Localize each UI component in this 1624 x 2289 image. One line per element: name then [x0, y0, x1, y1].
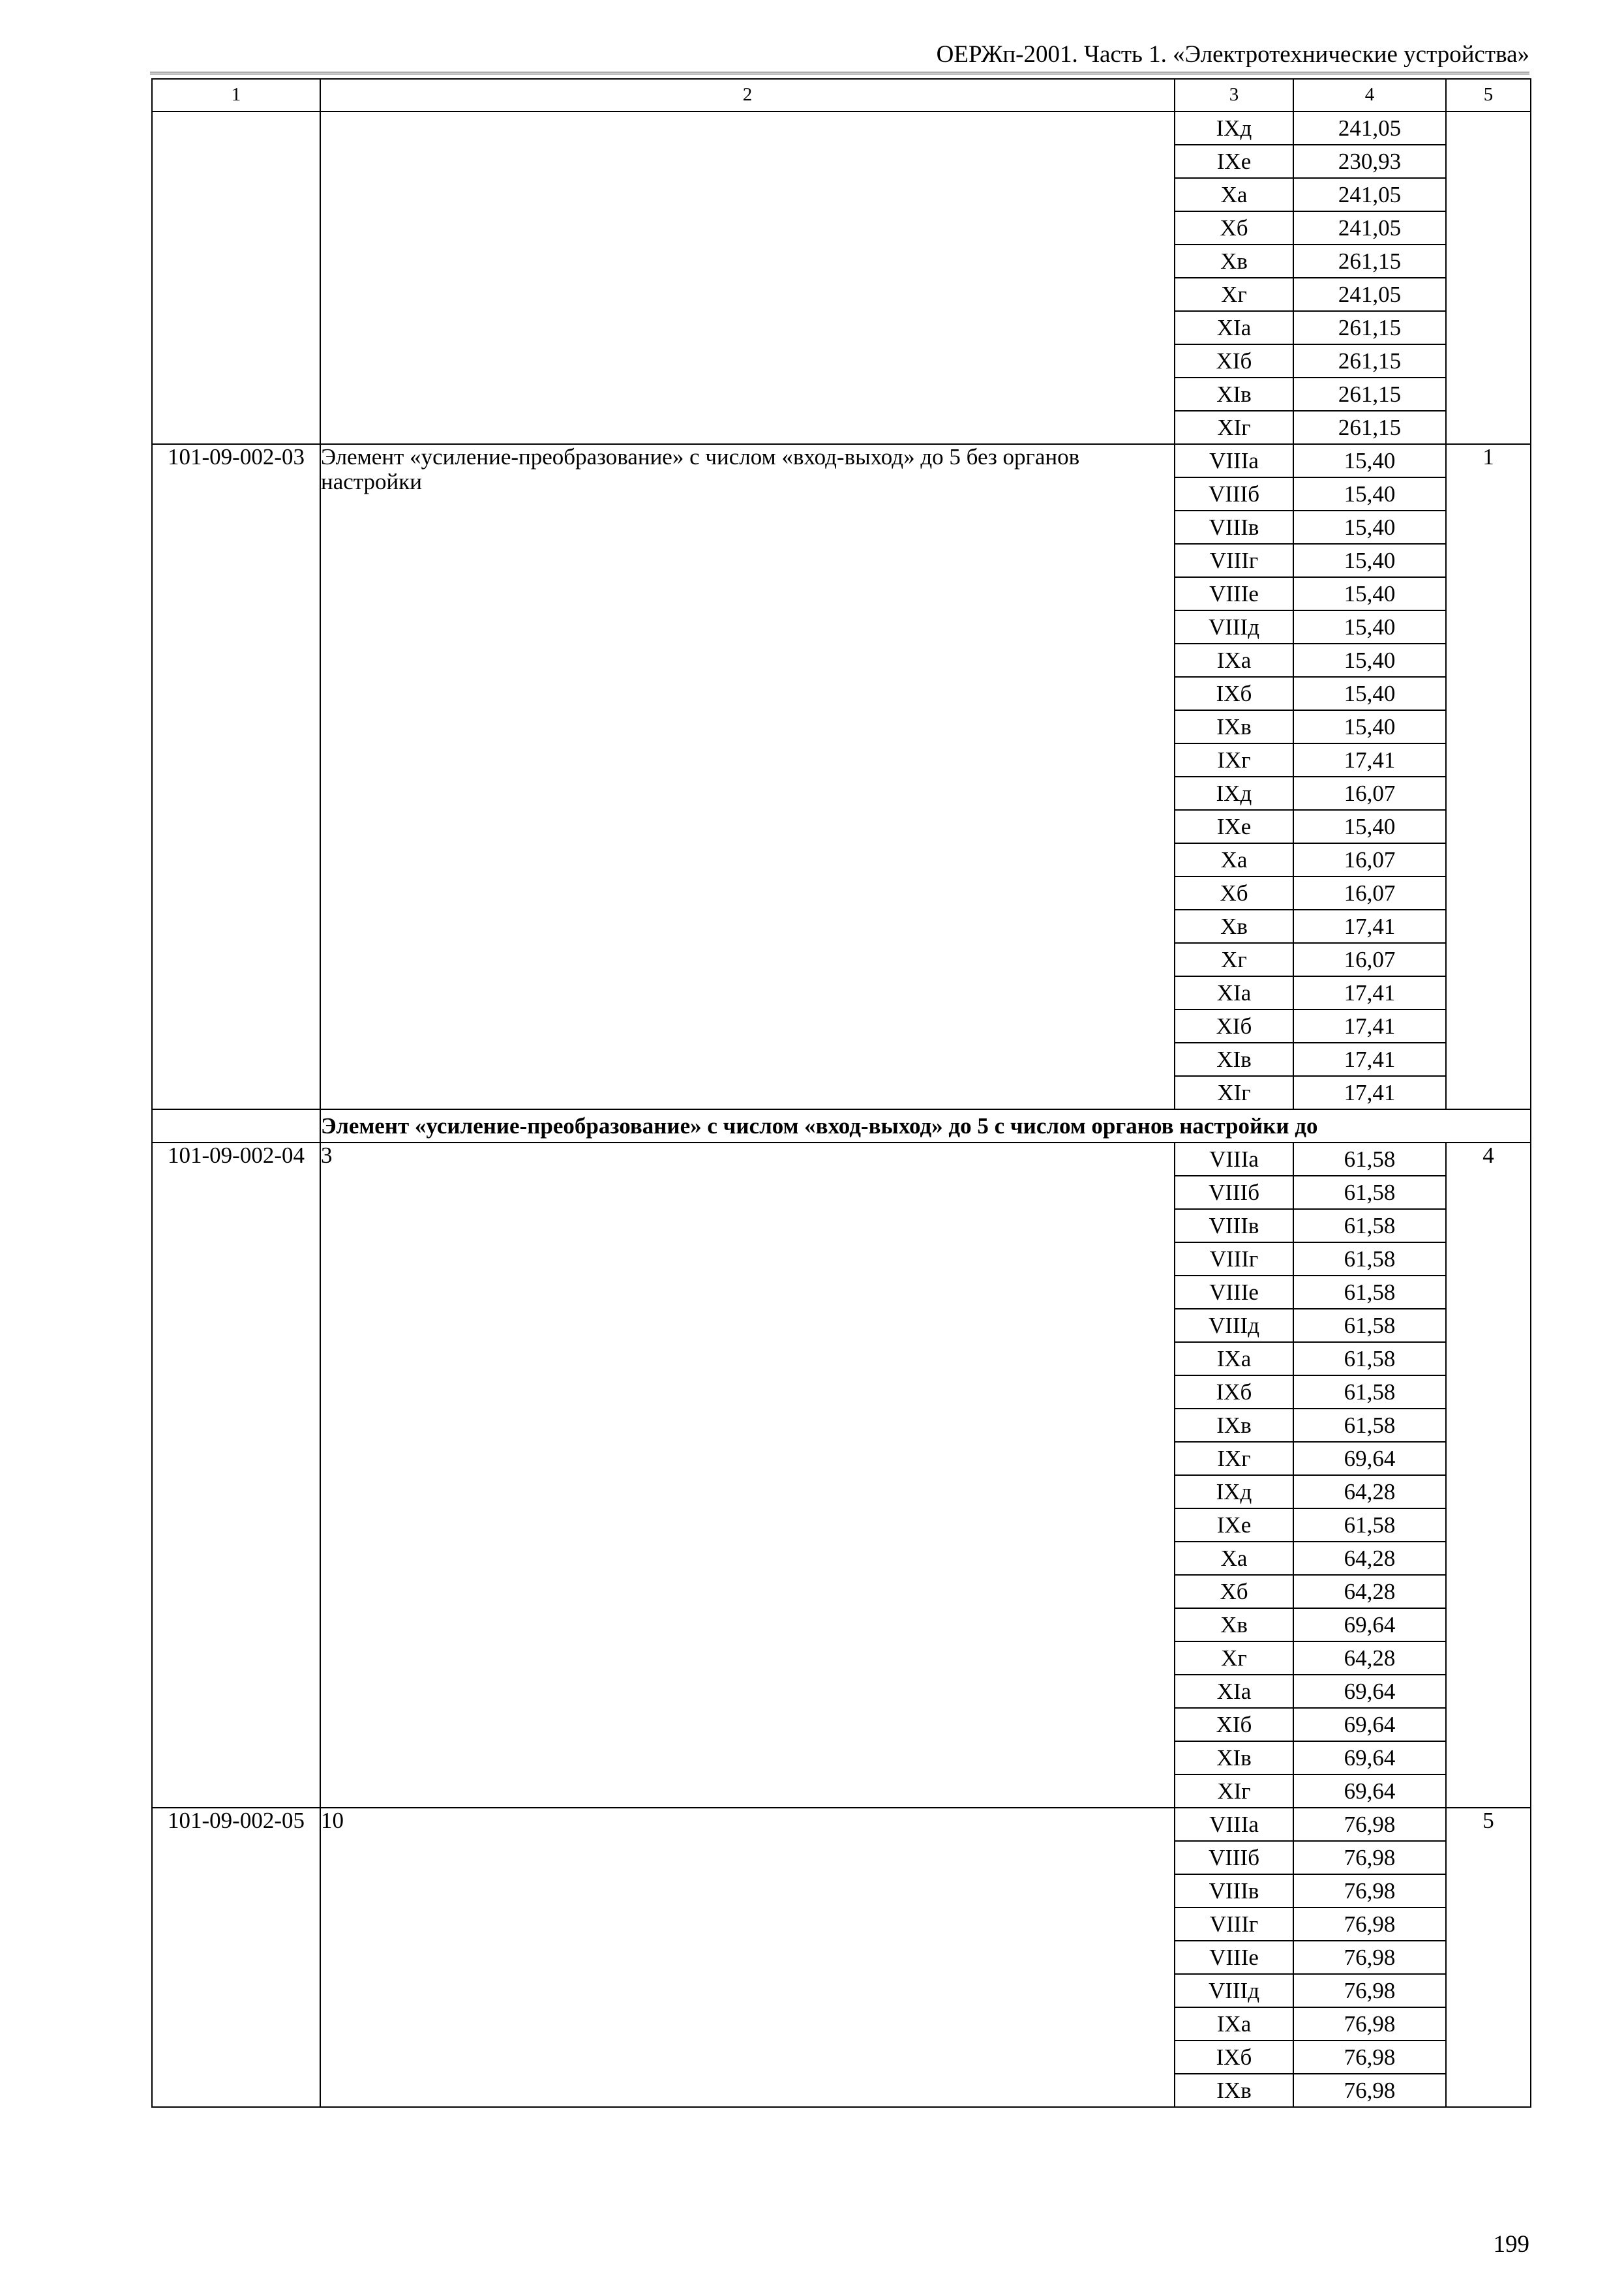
item-description: 3	[320, 1143, 1175, 1808]
price-cell: 76,98	[1293, 1908, 1446, 1941]
zone-cell: IXг	[1175, 743, 1293, 777]
zone-cell: IXд	[1175, 112, 1293, 145]
price-cell: 15,40	[1293, 644, 1446, 677]
price-cell: 16,07	[1293, 777, 1446, 810]
table-row	[152, 444, 1531, 477]
price-cell: 61,58	[1293, 1375, 1446, 1409]
zone-cell: XIв	[1175, 1741, 1293, 1774]
price-cell: 64,28	[1293, 1641, 1446, 1675]
item-description: 10	[320, 1808, 1175, 2107]
zone-cell: VIIIе	[1175, 1941, 1293, 1974]
price-cell: 69,64	[1293, 1442, 1446, 1475]
column5-value: 1	[1446, 444, 1531, 1109]
section-code-cell	[152, 1109, 320, 1143]
price-cell: 15,40	[1293, 444, 1446, 477]
price-cell: 16,07	[1293, 876, 1446, 910]
price-cell: 15,40	[1293, 544, 1446, 577]
zone-cell: IXа	[1175, 2007, 1293, 2041]
section-header-row	[152, 1109, 1531, 1143]
column-header: 1	[152, 79, 320, 112]
zone-cell: XIб	[1175, 344, 1293, 378]
price-cell: 16,07	[1293, 843, 1446, 876]
zone-cell: IXб	[1175, 677, 1293, 710]
zone-cell: VIIIг	[1175, 544, 1293, 577]
price-cell: 76,98	[1293, 2007, 1446, 2041]
zone-cell: IXе	[1175, 1508, 1293, 1542]
document-title: ОЕРЖп-2001. Часть 1. «Электротехнические устройства»	[936, 41, 1529, 68]
zone-cell: Xг	[1175, 1641, 1293, 1675]
price-cell: 17,41	[1293, 743, 1446, 777]
zone-cell: VIIIе	[1175, 1276, 1293, 1309]
price-cell: 15,40	[1293, 710, 1446, 743]
column-header: 3	[1175, 79, 1293, 112]
item-code	[152, 112, 320, 444]
price-cell: 76,98	[1293, 2074, 1446, 2107]
zone-cell: Xа	[1175, 843, 1293, 876]
price-cell: 76,98	[1293, 1841, 1446, 1874]
price-cell: 61,58	[1293, 1242, 1446, 1276]
zone-cell: VIIIв	[1175, 1209, 1293, 1242]
price-cell: 69,64	[1293, 1675, 1446, 1708]
price-cell: 15,40	[1293, 477, 1446, 511]
zone-cell: IXа	[1175, 1342, 1293, 1375]
table-row	[152, 1143, 1531, 1176]
item-code: 101-09-002-03	[152, 444, 320, 1109]
price-cell: 241,05	[1293, 278, 1446, 311]
price-cell: 261,15	[1293, 344, 1446, 378]
price-cell: 241,05	[1293, 211, 1446, 245]
price-cell: 230,93	[1293, 145, 1446, 178]
column-header: 5	[1446, 79, 1531, 112]
zone-cell: XIг	[1175, 1774, 1293, 1808]
price-cell: 61,58	[1293, 1508, 1446, 1542]
price-cell: 261,15	[1293, 411, 1446, 444]
zone-cell: VIIIг	[1175, 1242, 1293, 1276]
zone-cell: Xв	[1175, 245, 1293, 278]
table-row	[152, 1808, 1531, 1841]
price-cell: 76,98	[1293, 1808, 1446, 1841]
zone-cell: Xа	[1175, 1542, 1293, 1575]
zone-cell: IXе	[1175, 810, 1293, 843]
price-cell: 15,40	[1293, 610, 1446, 644]
price-cell: 17,41	[1293, 1010, 1446, 1043]
price-table	[151, 78, 1531, 2108]
price-cell: 61,58	[1293, 1309, 1446, 1342]
table-body	[152, 112, 1531, 2107]
zone-cell: IXа	[1175, 644, 1293, 677]
price-cell: 17,41	[1293, 1043, 1446, 1076]
zone-cell: Xа	[1175, 178, 1293, 211]
table-row	[152, 112, 1531, 145]
zone-cell: XIв	[1175, 378, 1293, 411]
page-header	[150, 34, 1529, 74]
zone-cell: Xв	[1175, 1608, 1293, 1641]
price-cell: 15,40	[1293, 810, 1446, 843]
price-cell: 64,28	[1293, 1542, 1446, 1575]
zone-cell: VIIIа	[1175, 1143, 1293, 1176]
zone-cell: VIIIб	[1175, 1176, 1293, 1209]
zone-cell: IXб	[1175, 2041, 1293, 2074]
price-cell: 61,58	[1293, 1409, 1446, 1442]
zone-cell: XIа	[1175, 311, 1293, 344]
zone-cell: Xг	[1175, 943, 1293, 976]
price-cell: 76,98	[1293, 2041, 1446, 2074]
zone-cell: VIIIб	[1175, 1841, 1293, 1874]
price-cell: 261,15	[1293, 311, 1446, 344]
zone-cell: VIIIд	[1175, 1309, 1293, 1342]
page-number: 199	[1493, 2231, 1529, 2258]
price-cell: 76,98	[1293, 1874, 1446, 1908]
zone-cell: IXд	[1175, 777, 1293, 810]
zone-cell: Xб	[1175, 1575, 1293, 1608]
price-cell: 61,58	[1293, 1276, 1446, 1309]
column-number-row	[152, 79, 1531, 112]
price-cell: 17,41	[1293, 1076, 1446, 1109]
zone-cell: XIб	[1175, 1010, 1293, 1043]
price-cell: 76,98	[1293, 1941, 1446, 1974]
zone-cell: VIIIв	[1175, 1874, 1293, 1908]
zone-cell: XIг	[1175, 1076, 1293, 1109]
zone-cell: VIIIд	[1175, 1974, 1293, 2007]
zone-cell: VIIIа	[1175, 444, 1293, 477]
zone-cell: VIIIд	[1175, 610, 1293, 644]
price-cell: 241,05	[1293, 112, 1446, 145]
zone-cell: IXг	[1175, 1442, 1293, 1475]
price-cell: 61,58	[1293, 1209, 1446, 1242]
zone-cell: IXд	[1175, 1475, 1293, 1508]
zone-cell: IXв	[1175, 2074, 1293, 2107]
price-cell: 69,64	[1293, 1741, 1446, 1774]
item-description: Элемент «усиление-преобразование» с числом «вход-выход» до 5 без органов настройки	[320, 444, 1175, 1109]
item-code: 101-09-002-04	[152, 1143, 320, 1808]
price-cell: 61,58	[1293, 1176, 1446, 1209]
zone-cell: VIIIв	[1175, 511, 1293, 544]
price-cell: 61,58	[1293, 1143, 1446, 1176]
price-cell: 17,41	[1293, 976, 1446, 1010]
column5-value	[1446, 112, 1531, 444]
zone-cell: XIа	[1175, 976, 1293, 1010]
section-title: Элемент «усиление-преобразование» с числом «вход-выход» до 5 с числом органов настройки до	[320, 1109, 1531, 1143]
zone-cell: VIIIб	[1175, 477, 1293, 511]
price-cell: 261,15	[1293, 245, 1446, 278]
zone-cell: IXе	[1175, 145, 1293, 178]
column5-value: 4	[1446, 1143, 1531, 1808]
price-cell: 64,28	[1293, 1475, 1446, 1508]
zone-cell: XIв	[1175, 1043, 1293, 1076]
column5-value: 5	[1446, 1808, 1531, 2107]
zone-cell: VIIIе	[1175, 577, 1293, 610]
column-header: 2	[320, 79, 1175, 112]
price-cell: 15,40	[1293, 511, 1446, 544]
price-cell: 261,15	[1293, 378, 1446, 411]
zone-cell: IXб	[1175, 1375, 1293, 1409]
zone-cell: Xб	[1175, 876, 1293, 910]
zone-cell: XIб	[1175, 1708, 1293, 1741]
price-cell: 15,40	[1293, 677, 1446, 710]
price-cell: 16,07	[1293, 943, 1446, 976]
price-cell: 17,41	[1293, 910, 1446, 943]
zone-cell: IXв	[1175, 1409, 1293, 1442]
zone-cell: Xб	[1175, 211, 1293, 245]
price-cell: 76,98	[1293, 1974, 1446, 2007]
zone-cell: VIIIа	[1175, 1808, 1293, 1841]
price-cell: 69,64	[1293, 1708, 1446, 1741]
price-cell: 64,28	[1293, 1575, 1446, 1608]
zone-cell: VIIIг	[1175, 1908, 1293, 1941]
price-cell: 15,40	[1293, 577, 1446, 610]
zone-cell: Xв	[1175, 910, 1293, 943]
price-cell: 241,05	[1293, 178, 1446, 211]
zone-cell: XIа	[1175, 1675, 1293, 1708]
zone-cell: IXв	[1175, 710, 1293, 743]
zone-cell: XIг	[1175, 411, 1293, 444]
item-description	[320, 112, 1175, 444]
price-cell: 61,58	[1293, 1342, 1446, 1375]
column-header: 4	[1293, 79, 1446, 112]
zone-cell: Xг	[1175, 278, 1293, 311]
price-cell: 69,64	[1293, 1774, 1446, 1808]
item-code: 101-09-002-05	[152, 1808, 320, 2107]
price-cell: 69,64	[1293, 1608, 1446, 1641]
